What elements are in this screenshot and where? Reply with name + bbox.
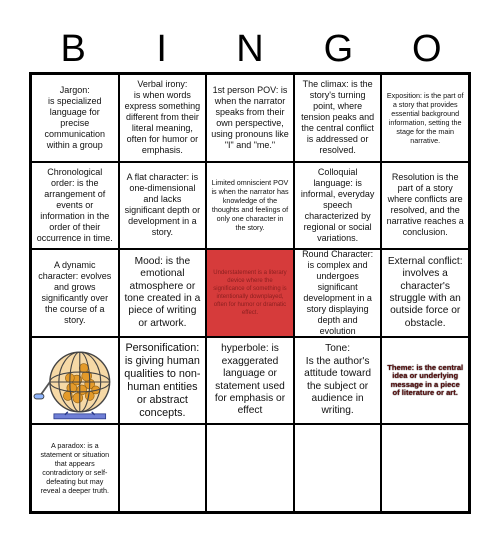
bingo-cell[interactable] [294,424,382,512]
bingo-cell[interactable] [119,424,207,512]
header-letter-b: B [60,28,86,70]
bingo-cell[interactable] [294,249,382,337]
bingo-cell[interactable] [31,162,119,250]
cell-text: Personification: is giving human qualities to non-human entities or abstract concepts. [124,341,201,419]
cell-text: Understatement is a literary device where the significance of something is intentionally downplayed, often for humor or dramatic effect. [213,269,287,317]
bingo-cell[interactable] [294,337,382,425]
header-letter-i: I [156,28,167,70]
header-letter-g: G [323,28,354,70]
cell-text: 1st person POV: is when the narrator speaks from their own perspective, using pronouns like "I" and "me." [211,84,289,150]
bingo-cell[interactable] [381,162,469,250]
bingo-header [29,28,471,70]
bingo-cell[interactable] [206,74,294,162]
bingo-cell[interactable] [119,74,207,162]
bingo-cage-icon [32,338,118,424]
cell-text: A dynamic character: evolves and grows significantly over the course of a story. [38,260,112,325]
bingo-cell[interactable] [119,162,207,250]
bingo-cell[interactable] [381,249,469,337]
header-letter-n: N [236,28,264,70]
cell-text: A paradox: is a statement or situation that appears contradictory or self-defeating but may reveal a deeper truth. [40,441,110,496]
bingo-cell[interactable] [31,74,119,162]
cell-text: The climax: is the story's turning point, where tension peaks and the central conflict is addressed or resolved. [301,79,375,156]
cell-text: Tone: Is the author's attitude toward the subject or audience in writing. [304,343,371,417]
header-letter-o: O [412,28,442,70]
bingo-cell[interactable] [119,249,207,337]
bingo-board [29,72,471,514]
bingo-cell[interactable] [31,249,119,337]
free-space-cell[interactable] [31,337,119,425]
cell-text: A flat character: is one-dimensional and lacks significant depth or development in a story. [124,172,201,238]
cell-text: Jargon: is specialized language for precise communication within a group [44,84,106,150]
cell-text: Chronological order: is the arrangement of events or information in the order of their occurrence in time. [36,167,113,243]
cell-text: Limited omniscient POV is when the narrator has knowledge of the thoughts and feelings of only one character in the story. [211,178,289,233]
cell-text: Mood: is the emotional atmosphere or tone created in a piece of writing or artwork. [124,255,201,329]
bingo-cell[interactable] [294,74,382,162]
bingo-cell[interactable] [206,337,294,425]
bingo-cell[interactable] [381,424,469,512]
bingo-cell-highlighted[interactable] [206,249,294,337]
cell-text: Colloquial language: is informal, everyday speech characterized by regional or social variations. [300,167,375,243]
cell-text: External conflict: involves a character's struggle with an outside force or obstacle. [387,255,463,329]
cell-text: Round Character: is complex and undergoes significant development in a story displaying depth and evolution [302,249,374,336]
bingo-cell[interactable] [381,337,469,425]
cell-text: Resolution is the part of a story where conflicts are resolved, and the narrative reaches a conclusion. [386,172,464,238]
bingo-cell[interactable] [206,162,294,250]
cell-text: Theme: is the central idea or underlying message in a piece of literature or art. [387,362,464,397]
bingo-cell[interactable] [206,424,294,512]
bingo-cell[interactable] [119,337,207,425]
bingo-cell[interactable] [294,162,382,250]
cell-text: Exposition: is the part of a story that provides essential background information, setting the stage for the main narrative. [386,90,464,145]
bingo-cell[interactable] [31,424,119,512]
bingo-cell[interactable] [381,74,469,162]
cell-text: Verbal irony: is when words express something different from their literal meaning, often for humor or emphasis. [124,79,201,156]
cell-text: hyperbole: is exaggerated language or statement used for emphasis or effect [214,343,286,417]
